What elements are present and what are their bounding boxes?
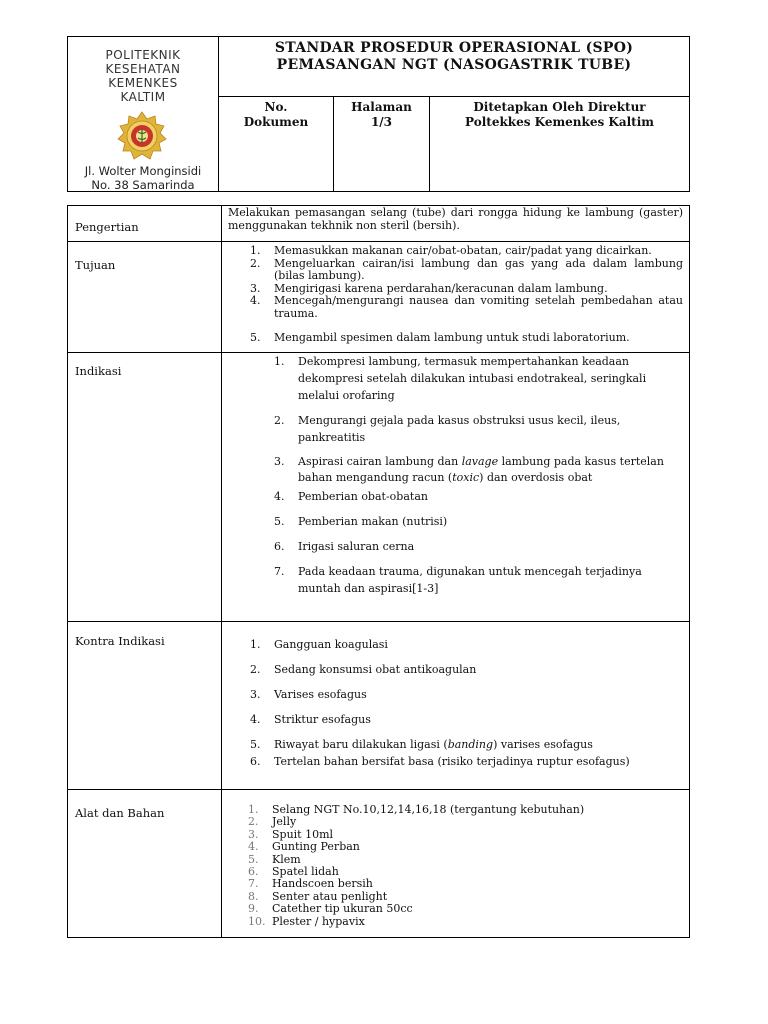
body-border-left [67,205,68,938]
list-item: 6. Tertelan bahan bersifat basa (risiko terjadinya ruptur esofagus) [250,755,630,768]
header-border-top [67,36,690,37]
address-line-1: Jl. Wolter Monginsidi [84,164,202,178]
list-item: 3. Aspirasi cairan lambung dan lavage lambung pada kasus tertelan bahan mengandung racun (toxic) dan overdosis obat [274,455,664,484]
list-item: 5. Klem [248,852,301,866]
list-item: 5. Pemberian makan (nutrisi) [274,515,448,528]
list-item: 1. Gangguan koagulasi [250,638,388,651]
list-item: 9. Catether tip ukuran 50cc [248,902,413,916]
body-border-bottom [67,937,690,938]
institution-line-4: KALTIM [120,90,166,104]
kontra-label: Kontra Indikasi [75,634,165,648]
list-item: 7. Pada keadaan trauma, digunakan untuk mencegah terjadinya muntah dan aspirasi[1-3] [274,565,642,595]
title-line-1: STANDAR PROSEDUR OPERASIONAL (SPO) [274,40,634,56]
indikasi-list [274,353,669,597]
list-item: 7. Handscoen bersih [248,877,373,891]
halaman-value: 1/3 [370,115,393,129]
list-item: 1. Dekompresi lambung, termasuk mempertahankan keadaan dekompresi setelah dilakukan intubasi endotrakeal, seringkali melalui orofaring [274,355,647,402]
pengertian-label: Pengertian [75,220,139,234]
halaman-cell [334,100,429,130]
tujuan-label: Tujuan [75,258,116,272]
list-item: 4. Pemberian obat-obatan [274,490,428,503]
row-divider-4 [67,789,690,790]
tujuan-list [250,245,683,345]
kontra-list [250,636,680,770]
institution-logo [117,111,167,161]
list-item: 2. Mengeluarkan cairan/isi lambung dan gas yang ada dalam lambung (bilas lambung). [250,256,683,282]
institution-line-1: POLITEKNIK [105,48,181,62]
address-line-2: No. 38 Samarinda [91,178,195,192]
list-item: 2. Mengurangi gejala pada kasus obstruksi usus kecil, ileus, pankreatitis [274,414,621,444]
list-item: 6. Irigasi saluran cerna [274,540,415,553]
list-item: 4. Gunting Perban [248,840,360,854]
list-item: 1. Selang NGT No.10,12,14,16,18 (tergantung kebutuhan) [248,803,585,816]
list-item: 8. Senter atau penlight [248,889,388,903]
list-item: 1. Memasukkan makanan cair/obat-obatan, cair/padat yang dicairkan. [250,244,652,257]
list-item: 2. Sedang konsumsi obat antikoagulan [250,663,477,676]
header-divider-title [218,96,690,97]
list-item: 5. Riwayat baru dilakukan ligasi (banding) varises esofagus [250,738,593,751]
list-item: 10. Plester / hypavix [248,914,365,928]
list-item: 3. Spuit 10ml [248,827,334,841]
header-border-right [689,36,690,192]
institution-address [68,164,218,192]
alat-list [248,804,678,928]
title-line-2: PEMASANGAN NGT (NASOGASTRIK TUBE) [276,57,632,73]
body-divider-labels [221,205,222,938]
list-item: 4. Striktur esofagus [250,713,371,726]
list-item: 3. Varises esofagus [250,688,367,701]
no-dokumen-label: No. Dokumen [243,100,309,129]
list-item: 4. Mencegah/mengurangi nausea dan vomiting setelah pembedahan atau trauma. [250,294,683,320]
list-item: 2. Jelly [248,815,297,829]
document-title [219,40,689,74]
pengertian-text: Melakukan pemasangan selang (tube) dari rongga hidung ke lambung (gaster) menggunakan tekhnik non steril (bersih). [228,206,683,232]
list-item: 6. Spatel lidah [248,865,339,879]
row-divider-3 [67,621,690,622]
ditetapkan-cell: Ditetapkan Oleh Direktur Poltekkes Kemenkes Kaltim [465,100,654,129]
row-divider-1 [67,241,690,242]
alat-label: Alat dan Bahan [75,806,165,820]
institution-line-3: KEMENKES [108,76,178,90]
list-item: 3. Mengirigasi karena perdarahan/keracunan dalam lambung. [250,281,608,295]
body-border-right [689,205,690,938]
list-item: 5. Mengambil spesimen dalam lambung untuk studi laboratorium. [250,331,630,344]
institution-name [68,48,218,104]
institution-line-2: KESEHATAN [105,62,181,76]
indikasi-label: Indikasi [75,364,122,378]
halaman-label: Halaman [351,100,412,114]
